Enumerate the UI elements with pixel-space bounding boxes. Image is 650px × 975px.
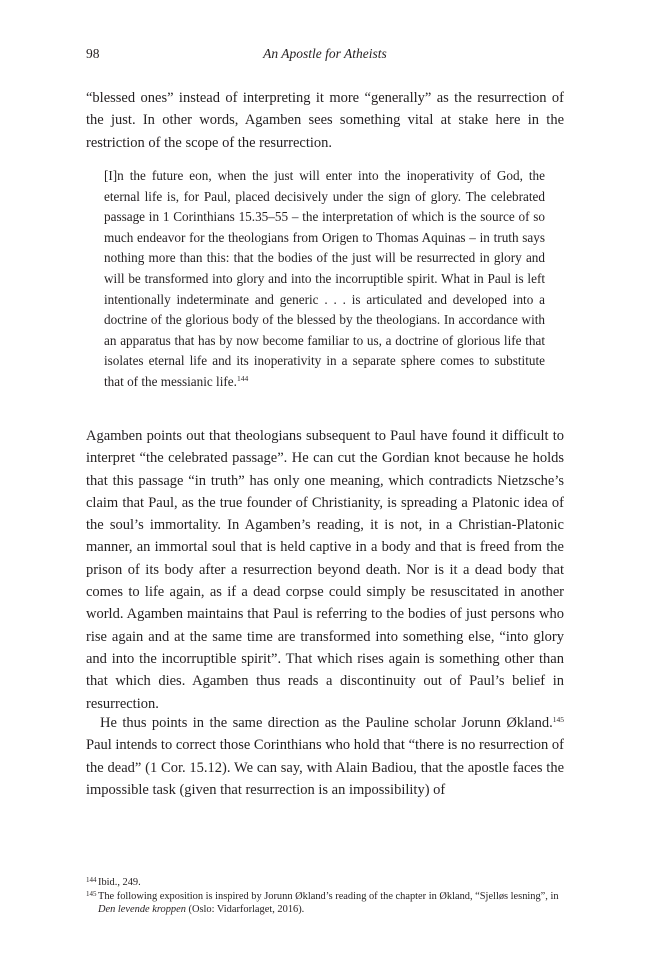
body-paragraph-3-start: He thus points in the same direction as the Pauline scholar Jorunn Økland. — [100, 715, 553, 731]
block-quote — [104, 166, 545, 393]
footnotes — [86, 876, 564, 917]
footnote-ref-145[interactable]: 145 — [552, 715, 564, 724]
running-title: An Apostle for Atheists — [263, 46, 387, 61]
body-paragraph-1: “blessed ones” instead of interpreting it more “generally” as the resurrection of the just. In other words, Agamben sees something vital at stake here in the restriction of the scope of the resurrection. — [86, 90, 564, 151]
block-quote-text: [I]n the future eon, when the just will enter into the inoperativity of God, the eternal life is, for Paul, placed decisively under the sign of glory. The celebrated passage in 1 Corinthians 15.35–55 – the interpretation of which is the source of so much endeavor for the theologians from Origen to Thomas Aquinas – in truth says nothing more than this: that the bodies of the just will be resurrected in glory and will be transformed into glory and into the incorruptible spirit. What in Paul is left intentionally indeterminate and generic . . . is articulated and developed into a doctrine of the glorious body of the blessed by the theologians. In accordance with an apparatus that has by now become familiar to us, a doctrine of glorious life that isolates eternal life and its inoperativity in a separate sphere comes to substitute that of the messianic life. — [104, 168, 545, 389]
footnote-text: The following exposition is inspired by Jorunn Økland’s reading of the chapter in Økland, “Sjelløs lesning”, in — [98, 890, 559, 902]
footnote-book-title: Den levende kroppen — [98, 904, 186, 916]
page-number: 98 — [86, 46, 100, 61]
footnote-145: 145 The following exposition is inspired by Jorunn Økland’s reading of the chapter in Økland, “Sjelløs lesning”, in Den levende kroppen (Oslo: Vidarforlaget, 2016). — [86, 889, 559, 916]
body-paragraph-2: Agamben points out that theologians subsequent to Paul have found it difficult to interpret “the celebrated passage”. He can cut the Gordian knot because he holds that this passage “in truth” has only one meaning, which contradicts Nietzsche’s claim that Paul, as the true founder of Christianity, is spreading a Platonic idea of the soul’s immortality. In Agamben’s reading, it is not, in a Christian-Platonic manner, an immortal soul that is held captive in a body and that is freed from the prison of its body after a resurrection beyond death. Nor is it a dead body that comes to life again, as if a dead corpse could simply be resuscitated in another world. Agamben maintains that Paul is referring to the bodies of just persons who rise again and at the same time are transformed into something else, “into glory and into the incorruptible spirit”. That which rises again is something other than that which dies. Agamben thus reads a discontinuity out of Paul’s belief in resurrection. — [86, 428, 564, 712]
footnote-144: 144 Ibid., 249. — [86, 876, 141, 888]
body-paragraph-3-rest: Paul intends to correct those Corinthians who hold that “there is no resurrection of the dead” (1 Cor. 15.12). We can say, with Alain Badiou, that the apostle faces the impossible task (given that resurrection is an impossibility) of — [86, 737, 564, 798]
running-header — [86, 46, 564, 64]
footnote-text-end: (Oslo: Vidarforlaget, 2016). — [185, 904, 305, 916]
footnote-ref-144[interactable]: 144 — [236, 373, 249, 383]
body-paragraph-3 — [86, 712, 564, 801]
footnote-text: Ibid., 249. — [98, 877, 141, 888]
